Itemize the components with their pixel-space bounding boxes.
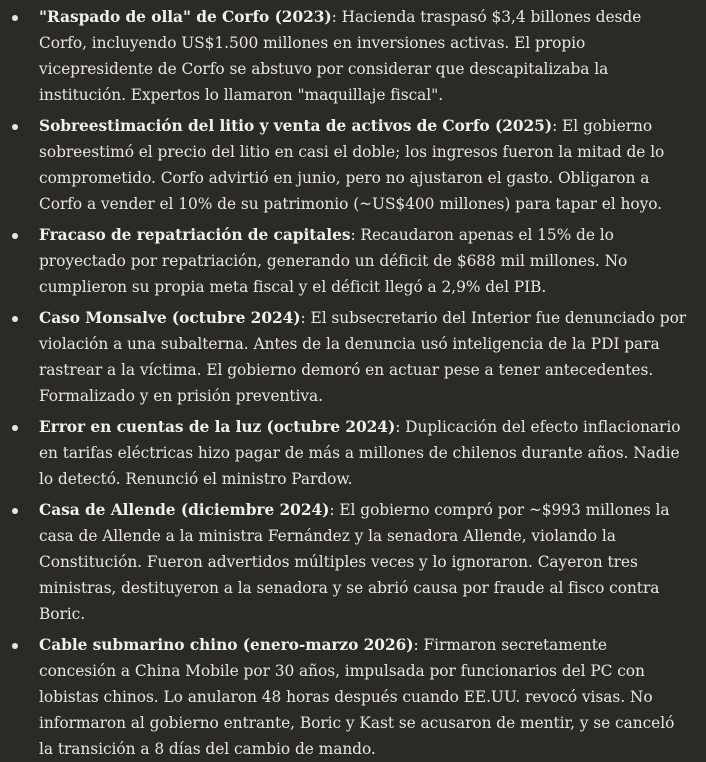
bullet-dot-icon	[12, 316, 18, 322]
item-title: Caso Monsalve (octubre 2024)	[39, 309, 301, 327]
list-item-repatriacion	[8, 222, 688, 300]
item-text: : Hacienda traspasó $3,4 billones desde Corfo, incluyendo US$1.500 millones en inversiones activas. El propio vicepresidente de Corfo se abstuvo por considerar que descapitalizaba la institución. Expertos lo llamaron "maquillaje fiscal".	[39, 8, 642, 104]
list-item-cable-submarino	[8, 632, 688, 762]
bullet-dot-icon	[12, 425, 18, 431]
bullet-dot-icon	[12, 643, 18, 649]
bullet-dot-icon	[12, 508, 18, 514]
list-item-monsalve	[8, 305, 688, 409]
list-item-casa-allende	[8, 497, 688, 627]
item-text: : El subsecretario del Interior fue denunciado por violación a una subalterna. Antes de la denuncia usó inteligencia de la PDI para rastrear a la víctima. El gobierno demoró en actuar pese a tener antecedentes. Formalizado y en prisión preventiva.	[39, 309, 687, 405]
list-item-cuentas-luz	[8, 414, 688, 492]
item-title: "Raspado de olla" de Corfo (2023)	[39, 8, 332, 26]
item-title: Sobreestimación del litio y venta de activos de Corfo (2025)	[39, 117, 553, 135]
item-title: Cable submarino chino (enero-marzo 2026)	[39, 636, 414, 654]
bullet-dot-icon	[12, 124, 18, 130]
list-item-raspado-de-olla	[8, 4, 688, 108]
item-title: Error en cuentas de la luz (octubre 2024)	[39, 418, 396, 436]
item-text: : Firmaron secretamente concesión a China Mobile por 30 años, impulsada por funcionarios del PC con lobistas chinos. Lo anularon 48 horas después cuando EE.UU. revocó visas. No informaron al gobierno entrante, Boric y Kast se acusaron de mentir, y se canceló la transición a 8 días del cambio de mando.	[39, 636, 675, 758]
item-text: : El gobierno compró por ~$993 millones la casa de Allende a la ministra Fernández y la senadora Allende, violando la Constitución. Fueron advertidos múltiples veces y lo ignoraron. Cayeron tres ministras, destituyeron a la senadora y se abrió causa por fraude al fisco contra Boric.	[39, 501, 670, 623]
item-text: : Duplicación del efecto inflacionario en tarifas eléctricas hizo pagar de más a millones de chilenos durante años. Nadie lo detectó. Renunció el ministro Pardow.	[39, 418, 681, 488]
item-title: Fracaso de repatriación de capitales	[39, 226, 351, 244]
item-text: : Recaudaron apenas el 15% de lo proyectado por repatriación, generando un déficit de $688 mil millones. No cumplieron su propia meta fiscal y el déficit llegó a 2,9% del PIB.	[39, 226, 628, 296]
bullet-dot-icon	[12, 233, 18, 239]
bullet-dot-icon	[12, 15, 18, 21]
item-text: : El gobierno sobreestimó el precio del litio en casi el doble; los ingresos fueron la mitad de lo comprometido. Corfo advirtió en junio, pero no ajustaron el gasto. Obligaron a Corfo a vender el 10% de su patrimonio (~US$400 millones) para tapar el hoyo.	[39, 117, 665, 213]
item-title: Casa de Allende (diciembre 2024)	[39, 501, 330, 519]
list-item-litio	[8, 113, 688, 217]
